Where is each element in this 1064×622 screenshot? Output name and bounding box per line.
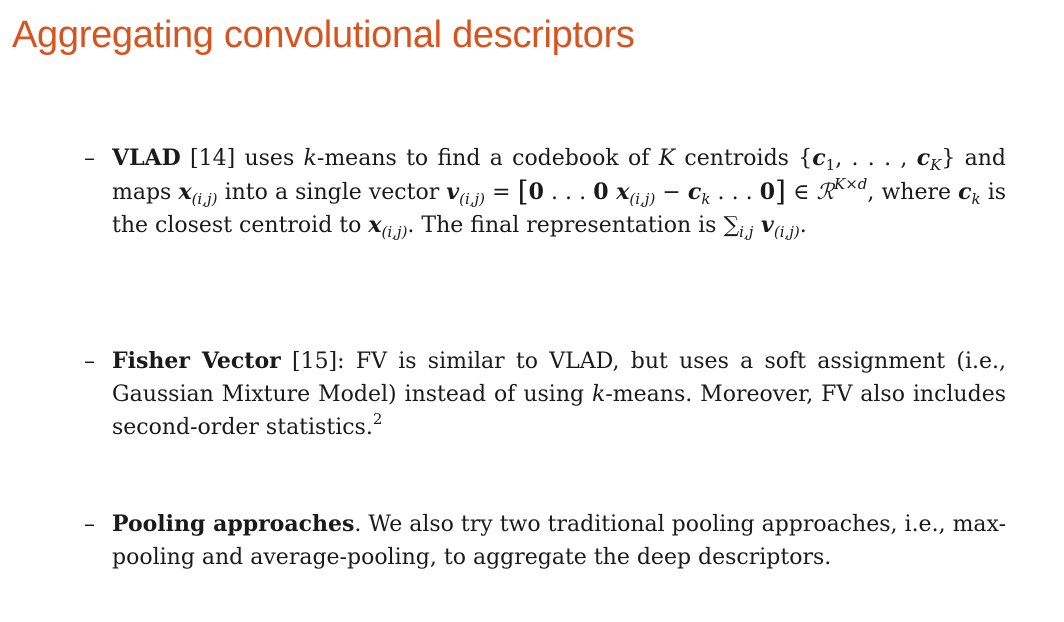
text: . We also try two traditional pooling approaches, i.e., max-pooling and average-pooling, to aggregate the deep descriptors. — [112, 512, 1007, 570]
math-x: x — [368, 212, 382, 238]
citation: [14] — [190, 146, 236, 171]
math-x: x — [178, 179, 192, 205]
math-ck: c — [958, 179, 972, 205]
text: . The final representation is — [407, 213, 724, 238]
math-zero: 0 — [593, 179, 609, 205]
bullet-text — [112, 508, 1006, 574]
math-sub: K — [930, 156, 942, 174]
math-zero: 0 — [759, 179, 776, 205]
bullet-dash: – — [84, 512, 95, 537]
term-fisher-vector: Fisher Vector — [112, 348, 281, 374]
math-sub: i,j — [739, 223, 754, 241]
math-zero: 0 — [528, 179, 544, 205]
text: . — [799, 213, 807, 238]
math-sup: K×d — [834, 175, 868, 193]
text: ∈ — [785, 180, 817, 205]
math-ck: c — [687, 179, 702, 205]
math-sub: 1 — [825, 156, 836, 174]
footnote-mark: 2 — [372, 410, 383, 428]
bullet-text — [112, 345, 1006, 444]
bullet-fisher-vector — [84, 345, 1006, 444]
math-sub: (i,j) — [191, 190, 218, 208]
bullet-text — [112, 142, 1006, 282]
text: } and maps — [112, 146, 1006, 205]
bullet-dash: – — [84, 349, 95, 374]
bullet-pooling — [84, 508, 1006, 574]
math-bracket: [ — [517, 175, 529, 208]
math-v: v — [753, 212, 774, 238]
text: , where — [867, 180, 959, 205]
math-k: k — [303, 146, 317, 171]
text: , . . . , — [835, 146, 917, 171]
text: centroids { — [675, 146, 813, 171]
text: − — [655, 180, 688, 205]
math-sub: (i,j) — [381, 223, 408, 241]
text: is the closest centroid to — [112, 180, 1006, 238]
math-c1: c — [812, 145, 826, 171]
slide-title: Aggregating convolutional descriptors — [12, 14, 635, 56]
math-sum: ∑ — [723, 213, 740, 238]
math-v: v — [446, 179, 460, 205]
math-sub: (i,j) — [773, 223, 800, 241]
math-cK: c — [916, 145, 931, 171]
term-vlad: VLAD — [112, 145, 181, 171]
math-sub: k — [971, 190, 981, 208]
text: into a single vector — [217, 180, 447, 205]
math-sub: k — [701, 190, 711, 208]
term-pooling: Pooling approaches — [112, 511, 355, 537]
math-R: ℛ — [816, 180, 834, 205]
math-x: x — [608, 179, 630, 205]
bullet-dash: – — [84, 146, 95, 171]
text: : FV is similar to VLAD, but uses a soft assignment (i.e., Gaussian Mixture Model) instead of using — [112, 349, 1006, 407]
bullet-vlad — [84, 142, 1006, 282]
math-bracket: ] — [775, 175, 786, 208]
math-sub: (i,j) — [459, 190, 486, 208]
text: = — [485, 180, 518, 205]
math-k: k — [592, 382, 606, 407]
text: -means. Moreover, FV also includes second-order statistics. — [112, 382, 1006, 440]
text: -means to find a codebook of — [316, 146, 659, 171]
text: . . . — [710, 180, 760, 205]
text: . . . — [543, 180, 594, 205]
math-K: K — [658, 146, 676, 171]
citation: [15] — [291, 349, 338, 374]
text: uses — [235, 146, 304, 171]
math-sub: (i,j) — [629, 190, 656, 208]
